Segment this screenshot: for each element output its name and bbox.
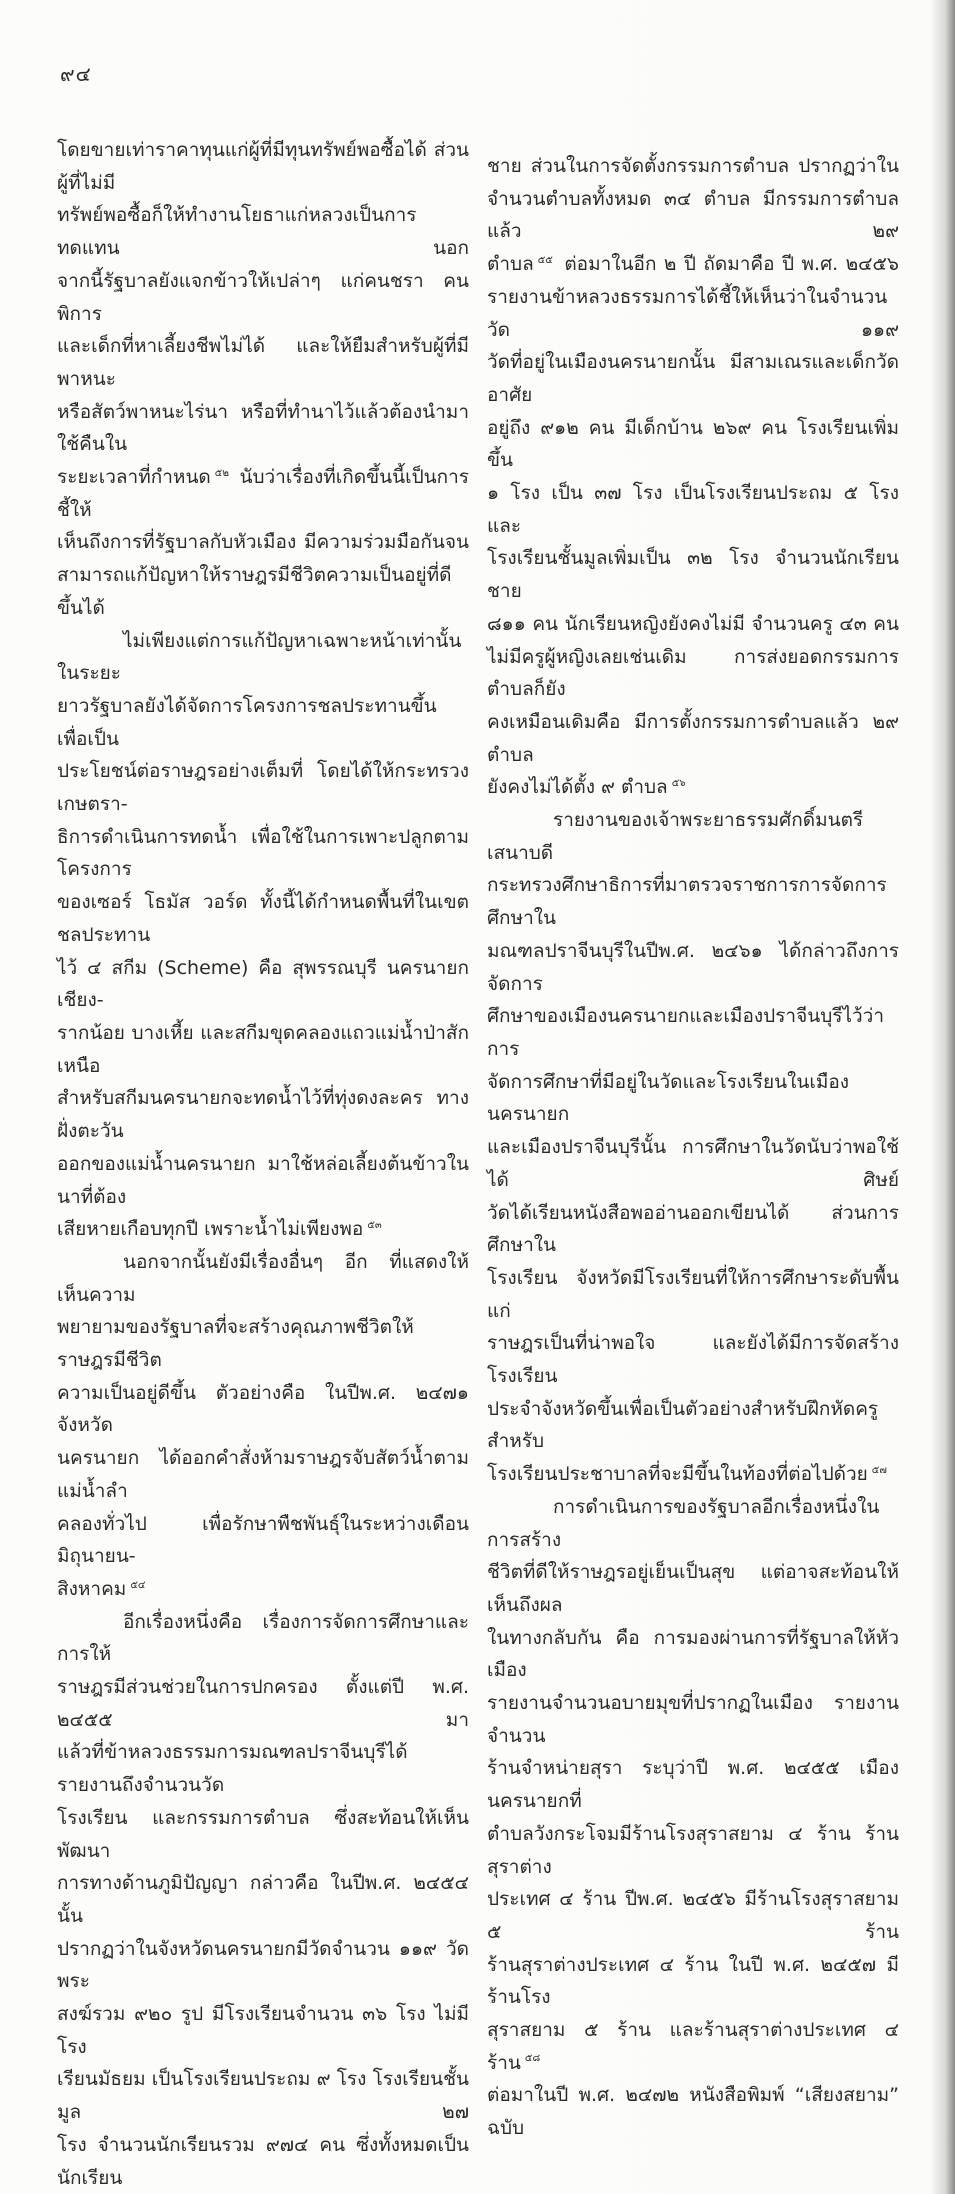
line-text: ร้านจำหน่ายสุรา ระบุว่าปี พ.ศ. ๒๔๕๕ เมืองนครนายกที่	[487, 1757, 899, 1813]
text-line	[57, 625, 469, 690]
line-text: คงเหมือนเดิมคือ มีการตั้งกรรมการตำบลแล้ว ๒๙ ตำบล	[487, 710, 899, 766]
text-line	[487, 281, 899, 346]
line-text: ความเป็นอยู่ดีขึ้น ตัวอย่างคือ ในปีพ.ศ. ๒๔๗๑ จังหวัด	[57, 1381, 469, 1437]
line-text: ไม่มีครูผู้หญิงเลยเช่นเดิม การส่งยอดกรรมการตำบลก็ยัง	[487, 645, 899, 701]
text-line	[487, 1066, 899, 1131]
line-text: ของเซอร์ โธมัส วอร์ด ทั้งนี้ได้กำหนดพื้นที่ในเขตชลประทาน	[57, 891, 469, 946]
line-text: ประโยชน์ต่อราษฎรอย่างเต็มที่ โดยได้ให้กระทรวงเกษตรา-	[57, 760, 469, 816]
text-line	[57, 1017, 469, 1082]
text-line	[487, 1491, 899, 1556]
text-line	[57, 396, 469, 461]
text-line	[487, 1556, 899, 1621]
line-text: ไว้ ๔ สกีม (Scheme) คือ สุพรรณบุรี นครนายก เชียง-	[57, 956, 469, 1012]
line-text: ต่อมาในปี พ.ศ. ๒๔๗๒ หนังสือพิมพ์ “เสียงสยาม” ฉบับ	[487, 2084, 899, 2140]
text-line	[487, 477, 899, 542]
text-line	[487, 248, 899, 281]
line-text: นับว่าเรื่องที่เกิดขึ้นนี้เป็นการชี้ให้	[57, 466, 469, 521]
text-line	[57, 1311, 469, 1376]
line-text: การทางด้านภูมิปัญญา กล่าวคือ ในปีพ.ศ. ๒๔๕๔ นั้น	[57, 1872, 469, 1927]
text-line	[487, 1262, 899, 1327]
text-line	[57, 1148, 469, 1213]
text-line	[57, 1377, 469, 1442]
line-text: ราษฎรเป็นที่น่าพอใจ และยังได้มีการจัดสร้างโรงเรียน	[487, 1332, 899, 1388]
text-line	[57, 821, 469, 886]
text-line	[57, 1082, 469, 1147]
line-text: ๑ โรง เป็น ๓๗ โรง เป็นโรงเรียนประถม ๕ โรง และ	[487, 482, 899, 537]
line-text: ตำบล	[487, 253, 534, 276]
line-text: ประเทศ ๔ ร้าน ปีพ.ศ. ๒๔๕๖ มีร้านโรงสุราสยาม ๕ ร้าน	[487, 1888, 899, 1943]
line-text: ชาย ส่วนในการจัดตั้งกรรมการตำบล ปรากฏว่าใน	[487, 155, 899, 177]
text-line	[487, 1000, 899, 1065]
line-text: กระทรวงศึกษาธิการที่มาตรวจราชการการจัดการศึกษาใน	[487, 874, 887, 930]
footnote-marker: ๕๕	[537, 254, 553, 266]
text-line	[487, 608, 899, 641]
line-text: สุราสยาม ๕ ร้าน และร้านสุราต่างประเทศ ๔ ร้าน	[487, 2019, 899, 2074]
line-text: ยาวรัฐบาลยังได้จัดการโครงการชลประทานขึ้น เพื่อเป็น	[57, 694, 437, 750]
footnote-marker: ๕๒	[214, 467, 229, 479]
text-line	[57, 461, 469, 526]
line-text: รายงานข้าหลวงธรรมการได้ชี้ให้เห็นว่าในจำนวนวัด ๑๑๙	[487, 285, 899, 341]
text-line	[57, 1573, 469, 1606]
line-text: ศึกษาของเมืองนครนายกและเมืองปราจีนบุรีไว้ว่า การ	[487, 1005, 885, 1060]
line-text: จากนี้รัฐบาลยังแจกข้าวให้เปล่าๆ แก่คนชรา คนพิการ	[57, 269, 469, 325]
page-number: ๙๔	[60, 62, 92, 86]
text-line	[57, 1442, 469, 1507]
line-text: และเมืองปราจีนบุรีนั้น การศึกษาในวัดนับว่าพอใช้ได้ ศิษย์	[487, 1136, 899, 1191]
text-line	[487, 2014, 899, 2079]
right-column	[487, 150, 899, 2145]
line-text: สิงหาคม	[57, 1577, 127, 1600]
text-line	[57, 2063, 469, 2128]
line-text: ออกของแม่น้ำนครนายก มาใช้หล่อเลี้ยงต้นข้าวในนาที่ต้อง	[57, 1152, 469, 1208]
footnote-marker: ๕๗	[871, 1464, 887, 1476]
line-text: วัดที่อยู่ในเมืองนครนายกนั้น มีสามเณรและเด็กวัดอาศัย	[487, 351, 899, 406]
line-text: เรียนมัธยม เป็นโรงเรียนประถม ๙ โรง โรงเรียนชั้นมูล ๒๗	[57, 2068, 469, 2124]
line-text: เสียหายเกือบทุกปี เพราะน้ำไม่เพียงพอ	[57, 1218, 364, 1241]
line-text: นครนายก ได้ออกคำสั่งห้ามราษฎรจับสัตว์น้ำตามแม่น้ำลำ	[57, 1447, 469, 1502]
text-line	[487, 1131, 899, 1196]
text-line	[487, 1752, 899, 1817]
footnote-marker: ๕๖	[671, 778, 686, 790]
text-line	[57, 1802, 469, 1867]
footnote-marker: ๕๘	[524, 2053, 541, 2065]
line-text: ตำบลวังกระโจมมีร้านโรงสุราสยาม ๔ ร้าน ร้านสุราต่าง	[487, 1822, 899, 1878]
line-text: ในทางกลับกัน คือ การมองผ่านการที่รัฐบาลให้หัวเมือง	[487, 1626, 899, 1682]
line-text: สามารถแก้ปัญหาให้ราษฎรมีชีวิตความเป็นอยู่ที่ดีขึ้นได้	[57, 564, 452, 619]
text-line	[487, 412, 899, 477]
line-text: โรง จำนวนนักเรียนรวม ๙๗๔ คน ซึ่งทั้งหมดเป็นนักเรียน	[57, 2133, 469, 2189]
line-text: ราษฎรมีส่วนช่วยในการปกครอง ตั้งแต่ปี พ.ศ. ๒๔๕๕ มา	[57, 1676, 469, 1731]
text-line	[57, 526, 469, 559]
line-text: นอกจากนั้นยังมีเรื่องอื่นๆ อีก ที่แสดงให้เห็นความ	[57, 1250, 469, 1306]
line-text: รายงานของเจ้าพระยาธรรมศักดิ์มนตรี เสนาบดี	[487, 809, 864, 864]
text-line	[487, 183, 899, 248]
text-line	[487, 1883, 899, 1948]
line-text: โรงเรียนประชาบาลที่จะมีขึ้นในท้องที่ต่อไปด้วย	[487, 1463, 868, 1486]
text-line	[487, 542, 899, 607]
line-text: พยายามของรัฐบาลที่จะสร้างคุณภาพชีวิตให้ราษฎรมีชีวิต	[57, 1316, 414, 1372]
line-text: ชีวิตที่ดีให้ราษฎรอยู่เย็นเป็นสุข แต่อาจสะท้อนให้เห็นถึงผล	[487, 1561, 899, 1616]
line-text: ปรากฏว่าในจังหวัดนครนายกมีวัดจำนวน ๑๑๙ วัด พระ	[57, 1937, 469, 1993]
left-column	[57, 134, 469, 2194]
text-line	[487, 1197, 899, 1262]
line-text: ทรัพย์พอซื้อก็ให้ทำงานโยธาแก่หลวงเป็นการทดแทน นอก	[57, 204, 469, 260]
text-line	[57, 559, 469, 624]
line-text: รายงานจำนวนอบายมุขที่ปรากฏในเมือง รายงานจำนวน	[487, 1692, 899, 1747]
text-line	[57, 1736, 469, 1801]
line-text: คลองทั่วไป เพื่อรักษาพืชพันธุ์ในระหว่างเดือนมิถุนายน-	[57, 1512, 469, 1568]
text-line	[57, 1998, 469, 2063]
text-line	[487, 150, 899, 183]
line-text: โดยขายเท่าราคาทุนแก่ผู้ที่มีทุนทรัพย์พอซื้อได้ ส่วนผู้ที่ไม่มี	[57, 139, 469, 194]
line-text: ๘๑๑ คน นักเรียนหญิงยังคงไม่มี จำนวนครู ๔๓ คน	[487, 612, 899, 635]
text-line	[57, 952, 469, 1017]
line-text: โรงเรียน จังหวัดมีโรงเรียนที่ให้การศึกษาระดับพื้นแก่	[487, 1266, 899, 1322]
text-line	[487, 1818, 899, 1883]
text-line	[57, 1213, 469, 1246]
line-text: สำหรับสกีมนครนายกจะทดน้ำไว้ที่ทุ่งดงละคร ทางฝั่งตะวัน	[57, 1087, 469, 1143]
line-text: ธิการดำเนินการทดน้ำ เพื่อใช้ในการเพาะปลูกตามโครงการ	[57, 825, 469, 881]
text-line	[57, 886, 469, 951]
text-line	[487, 1327, 899, 1392]
text-line	[57, 1508, 469, 1573]
line-text: ยังคงไม่ได้ตั้ง ๙ ตำบล	[487, 776, 668, 799]
text-line	[487, 1687, 899, 1752]
text-line	[487, 1393, 899, 1458]
line-text: จัดการศึกษาที่มีอยู่ในวัดและโรงเรียนในเมืองนครนายก	[487, 1070, 850, 1126]
line-text: หรือสัตว์พาหนะไร่นา หรือที่ทำนาไว้แล้วต้องนำมาใช้คืนใน	[57, 400, 469, 456]
line-text: ต่อมาในอีก ๒ ปี ถัดมาคือ ปี พ.ศ. ๒๔๕๖	[564, 253, 899, 276]
line-text: ระยะเวลาที่กำหนด	[57, 466, 211, 489]
line-text: อยู่ถึง ๙๑๒ คน มีเด็กบ้าน ๒๖๙ คน โรงเรียนเพิ่มขึ้น	[487, 416, 899, 472]
text-line	[57, 199, 469, 264]
text-line	[57, 330, 469, 395]
text-line	[57, 134, 469, 199]
text-line	[487, 706, 899, 771]
text-line	[487, 641, 899, 706]
line-text: ไม่เพียงแต่การแก้ปัญหาเฉพาะหน้าเท่านั้น ในระยะ	[57, 629, 462, 685]
line-text: อีกเรื่องหนึ่งคือ เรื่องการจัดการศึกษาและการให้	[57, 1610, 469, 1666]
text-line	[57, 1606, 469, 1671]
footnote-marker: ๕๓	[367, 1219, 382, 1231]
text-line	[57, 1246, 469, 1311]
line-text: จำนวนตำบลทั้งหมด ๓๔ ตำบล มีกรรมการตำบลแล้ว ๒๙	[487, 187, 899, 243]
line-text: แล้วที่ข้าหลวงธรรมการมณฑลปราจีนบุรีได้รายงานถึงจำนวนวัด	[57, 1741, 408, 1797]
line-text: มณฑลปราจีนบุรีในปีพ.ศ. ๒๔๖๑ ได้กล่าวถึงการจัดการ	[487, 939, 899, 995]
text-line	[57, 755, 469, 820]
line-text: ประจำจังหวัดขึ้นเพื่อเป็นตัวอย่างสำหรับฝึกหัดครู สำหรับ	[487, 1397, 879, 1453]
text-line	[487, 1458, 899, 1491]
line-text: โรงเรียน และกรรมการตำบล ซึ่งสะท้อนให้เห็นพัฒนา	[57, 1806, 469, 1862]
line-text: เห็นถึงการที่รัฐบาลกับหัวเมือง มีความร่วมมือกันจน	[57, 531, 469, 554]
line-text: ร้านสุราต่างประเทศ ๔ ร้าน ในปี พ.ศ. ๒๔๕๗ มีร้านโรง	[487, 1953, 899, 2009]
line-text: วัดได้เรียนหนังสือพออ่านออกเขียนได้ ส่วนการศึกษาใน	[487, 1201, 899, 1257]
text-line	[487, 346, 899, 411]
line-text: และเด็กที่หาเลี้ยงชีพไม่ได้ และให้ยืมสำหรับผู้ที่มีพาหนะ	[57, 335, 469, 390]
line-text: รากน้อย บางเหี้ย และสกีมขุดคลองแถวแม่น้ำป่าสักเหนือ	[57, 1021, 469, 1077]
text-line	[57, 1671, 469, 1736]
text-line	[487, 804, 899, 869]
line-text: การดำเนินการของรัฐบาลอีกเรื่องหนึ่งในการสร้าง	[487, 1495, 880, 1551]
text-line	[487, 1949, 899, 2014]
text-line	[487, 869, 899, 934]
line-text: สงฆ์รวม ๙๒๐ รูป มีโรงเรียนจำนวน ๓๖ โรง ไม่มีโรง	[57, 2003, 469, 2058]
text-line	[57, 1933, 469, 1998]
text-line	[57, 1867, 469, 1932]
text-line	[487, 1622, 899, 1687]
text-line	[487, 2079, 899, 2144]
footnote-marker: ๕๔	[130, 1579, 146, 1591]
text-line	[57, 690, 469, 755]
line-text: โรงเรียนชั้นมูลเพิ่มเป็น ๓๒ โรง จำนวนนักเรียนชาย	[487, 547, 899, 603]
text-line	[487, 771, 899, 804]
text-line	[57, 2129, 469, 2194]
text-line	[57, 265, 469, 330]
text-line	[487, 935, 899, 1000]
